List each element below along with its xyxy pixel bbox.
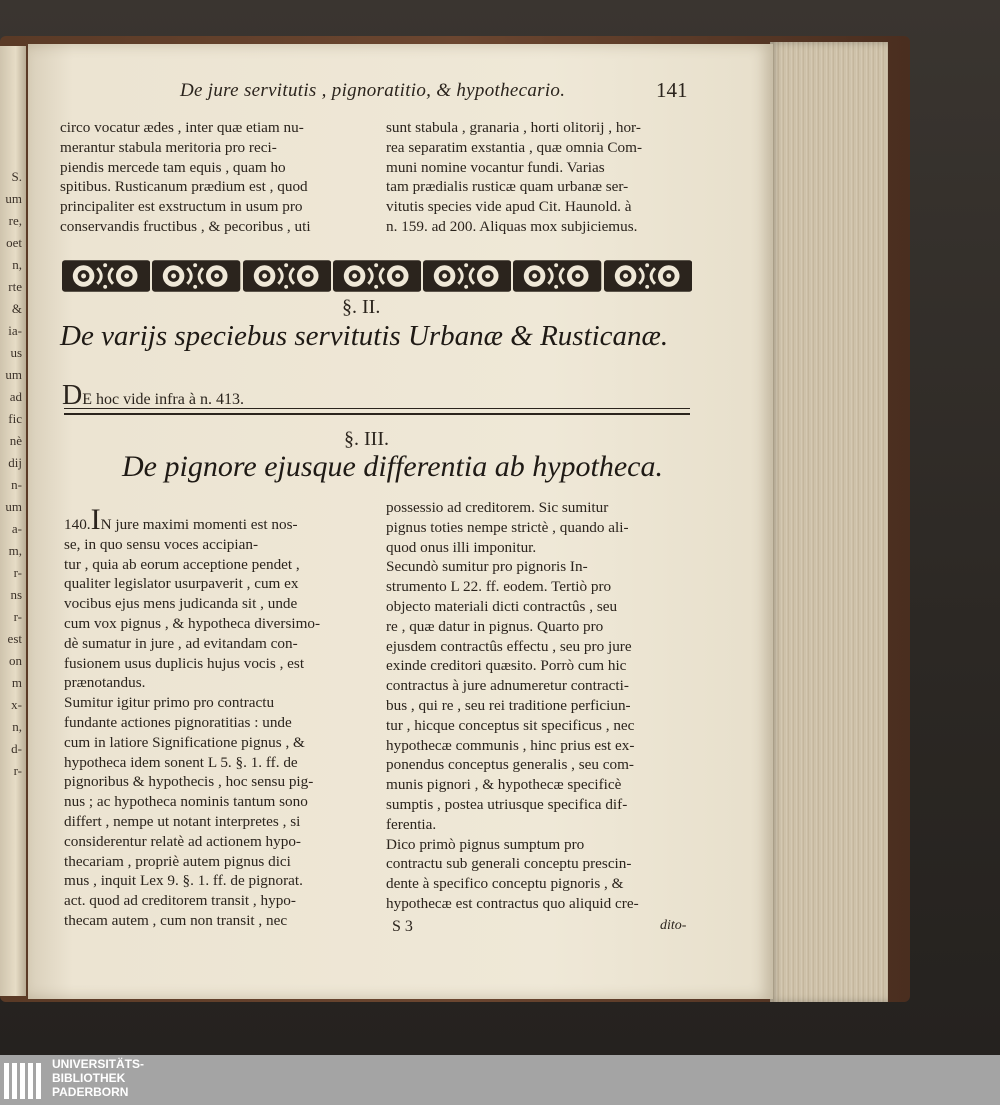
ornament-flower-icon [423, 258, 511, 294]
bodyLeft-line: fundante actiones pignoratitias : unde [64, 713, 292, 731]
section-3-number: §. III. [344, 428, 389, 450]
signature-mark: S 3 [392, 918, 413, 935]
footer-line-1: UNIVERSITÄTS- [52, 1057, 145, 1071]
body-right-column [386, 498, 639, 914]
left-page-fragment: n, [12, 719, 22, 734]
bodyLeft-line: thecam autem , cum non transit , nec [64, 911, 288, 929]
topLeft-line: principaliter est exstructum in usum pro [60, 198, 303, 216]
left-page-fragment: um [5, 367, 22, 382]
bodyLeft-line: mus , inquit Lex 9. §. 1. ff. de pignorat. [64, 872, 303, 890]
left-page-fragment: on [9, 653, 22, 668]
left-page-fragment: um [5, 499, 22, 514]
page-block-edges [770, 42, 888, 1002]
bodyLeft-line: prænotandus. [64, 674, 146, 692]
bodyRight-line: pignus toties nempe strictè , quando ali- [386, 518, 629, 536]
ornament-flower-icon [243, 258, 331, 294]
ornament-flower-icon [513, 258, 601, 294]
bodyRight-line: contractu sub generali conceptu prescin- [386, 855, 632, 873]
topRight-line: n. 159. ad 200. Aliquas mox subjiciemus. [386, 217, 638, 235]
bodyRight-line: contractus à jure adnumeretur contracti- [386, 677, 629, 695]
bodyLeft-line: se, in quo sensu voces accipian- [64, 535, 259, 553]
left-page-fragment: m, [8, 543, 22, 558]
ornament-flower-icon [62, 258, 150, 294]
bodyRight-line: hypothecæ est contractus quo aliquid cre- [386, 894, 639, 912]
bodyRight-line: Dico primò pignus sumptum pro [386, 835, 585, 853]
topLeft-line: spitibus. Rusticanum prædium est , quod [60, 178, 308, 196]
topLeft-line: conservandis fructibus , & pecoribus , uti [60, 217, 311, 235]
bodyLeft-line: hypotheca idem sonent L 5. §. 1. ff. de [64, 753, 298, 771]
page-number: 141 [656, 78, 688, 102]
bodyRight-line: possessio ad creditorem. Sic sumitur [386, 499, 609, 516]
bodyLeft-line: differt , nempe ut notant interpretes , si [64, 812, 301, 830]
topRight-line: tam prædialis rusticæ quam urbanæ ser- [386, 178, 629, 196]
bodyRight-line: strumento L 22. ff. eodem. Tertiò pro [386, 578, 612, 596]
topRight-line: sunt stabula , granaria , horti olitorij , hor- [386, 119, 641, 136]
bodyRight-line: Secundò sumitur pro pignoris In- [386, 558, 588, 576]
bodyRight-line: ponendus conceptus generalis , seu com- [386, 756, 634, 774]
left-page-fragment: ad [9, 389, 22, 404]
left-page-fragment: & [11, 301, 22, 316]
bodyRight-line: ferentia. [386, 815, 437, 833]
paragraph-number: 140. [64, 516, 91, 533]
catchword: dito- [660, 918, 687, 933]
left-page-fragment: r- [13, 609, 22, 624]
topLeft-line: piendis mercede tam equis , quam ho [60, 158, 286, 176]
topLeft-line: circo vocatur ædes , inter quæ etiam nu- [60, 119, 304, 136]
bodyLeft-line: cum in latiore Significatione pignus , & [64, 733, 305, 751]
left-page-fragment: m [11, 675, 22, 690]
paragraph-dropcap: I [90, 503, 101, 536]
bodyRight-line: quod onus illi imponitur. [386, 538, 537, 556]
bodyRight-line: dente à specifico conceptu pignoris , & [386, 875, 624, 893]
section-2-number: §. II. [342, 296, 381, 318]
ornament-flower-icon [333, 258, 421, 294]
left-page-fragment: ns [10, 587, 22, 602]
left-page-fragments [0, 166, 24, 1026]
bodyLeft-line: tur , quia ab eorum acceptione pendet , [64, 555, 300, 573]
left-page-fragment: re, [8, 213, 22, 228]
topRight-line: muni nomine vocantur fundi. Varias [386, 158, 605, 176]
left-page-fragment: r- [13, 763, 22, 778]
bodyLeft-line: cum vox pignus , & hypotheca diversimo- [64, 614, 321, 632]
bodyLeft-line: act. quod ad creditorem transit , hypo- [64, 892, 296, 910]
left-page-fragment: a- [11, 521, 22, 536]
section-2-dropcap: D [62, 380, 83, 411]
left-page-fragment: fic [8, 411, 22, 426]
bodyLeft-line: pignoribus & hypothecis , hoc sensu pig- [64, 773, 314, 791]
footer-line-2: BIBLIOTHEK [52, 1071, 126, 1085]
left-page-fragment: d- [11, 741, 22, 756]
bodyLeft-line: vocibus ejus mens judicanda sit , unde [64, 595, 298, 613]
left-page-fragment: n, [12, 257, 22, 272]
section-3-title: De pignore ejusque differentia ab hypotheca. [122, 450, 663, 483]
bodyRight-line: re , quæ datur in pignus. Quarto pro [386, 617, 604, 635]
left-page-fragment: us [10, 345, 22, 360]
topRight-line: rea separatim exstantia , quæ omnia Com- [386, 138, 643, 156]
bodyLeft-line: qualiter legislator usurpaverit , cum ex [64, 575, 299, 593]
body-left-first-line [64, 503, 320, 536]
left-page-fragment: est [7, 631, 22, 646]
bodyLeft-line: dè sumatur in jure , ad evitandam con- [64, 634, 298, 652]
left-page-fragment: S. [11, 169, 22, 184]
left-page-fragment: um [5, 191, 22, 206]
bodyLeft-line: nus ; ac hypotheca nominis tantum sono [64, 793, 308, 811]
bodyLeft-line: fusionem usus duplicis hujus vocis , est [64, 654, 305, 672]
ornament-flower-icon [604, 258, 692, 294]
left-page-fragment: x- [11, 697, 22, 712]
top-right-column [386, 118, 642, 237]
running-header: De jure servitutis , pignoratitio, & hypothecario. [180, 80, 566, 101]
double-rule [64, 408, 690, 415]
left-page-edge [0, 46, 26, 996]
library-footer [0, 1055, 1000, 1105]
bodyRight-line: hypothecæ communis , hinc prius est ex- [386, 736, 635, 754]
top-left-column [60, 118, 311, 237]
bodyRight-line: sumptis , postea utriusque specifica dif- [386, 795, 628, 813]
footer-line-3: PADERBORN [52, 1085, 129, 1099]
ornamental-band [62, 258, 692, 294]
bodyLeft-line: Sumitur igitur primo pro contractu [64, 694, 275, 712]
left-page-fragment: nè [9, 433, 22, 448]
section-2-text: E hoc vide infra à n. 413. [82, 391, 244, 408]
body-left-column [64, 503, 321, 931]
topRight-line: vitutis species vide apud Cit. Haunold. à [386, 198, 632, 216]
left-page-fragment: r- [13, 565, 22, 580]
bodyRight-line: munis pignori , & hypothecæ specificè [386, 776, 622, 794]
bodyRight-line: tur , hicque conceptus sit specificus , nec [386, 716, 635, 734]
left-page-fragment: n- [11, 477, 22, 492]
body-left-line: N jure maximi momenti est nos- [100, 516, 298, 533]
left-page-fragment: oet [6, 235, 22, 250]
left-page-fragment: rte [8, 279, 22, 294]
section-2-title: De varijs speciebus servitutis Urbanæ & Rusticanæ. [60, 320, 669, 352]
bodyRight-line: bus , qui re , seu rei traditione perficiun- [386, 696, 631, 714]
bodyRight-line: ejusdem contractûs effectu , seu pro jure [386, 637, 632, 655]
left-page-fragment: dij [8, 455, 22, 470]
ornament-flower-icon [152, 258, 240, 294]
library-logo-icon [0, 1057, 46, 1103]
bodyLeft-line: considerentur relatè ad actionem hypo- [64, 832, 301, 850]
bodyRight-line: objecto materiali dicti contractûs , seu [386, 597, 618, 615]
left-page-fragment: ia- [8, 323, 22, 338]
bodyLeft-line: thecariam , propriè autem pignus dici [64, 852, 291, 870]
topLeft-line: merantur stabula meritoria pro reci- [60, 138, 277, 156]
bodyRight-line: exinde creditori quæsito. Porrò cum hic [386, 657, 627, 675]
